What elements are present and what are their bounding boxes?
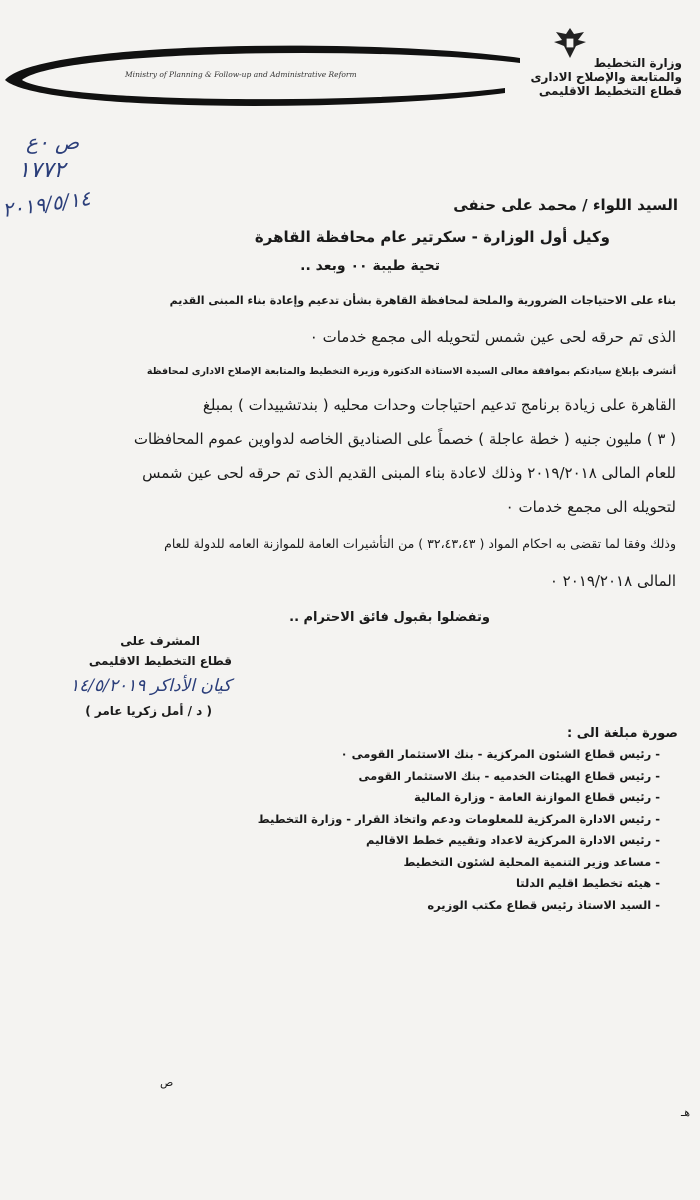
cc-item: - رئيس قطاع الموازنة العامة - وزارة المالية <box>200 787 660 809</box>
paragraph-2-line-1: القاهرة على زيادة برنامج تدعيم احتياجات وحدات محليه ( بندتشييدات ) بمبلغ <box>202 396 676 414</box>
signer-role-1: المشرف على <box>120 634 200 648</box>
paragraph-3-intro: وذلك وفقا لما تقضى به احكام المواد ( ٣٢،٤٣،٤٣ ) من التأشيرات العامة للموازنة العامه للدولة للعام <box>164 536 676 551</box>
greeting: تحية طيبة ٠٠ وبعد .. <box>300 258 440 274</box>
addressee-title: وكيل أول الوزارة - سكرتير عام محافظة القاهرة <box>254 228 610 246</box>
signature-handwritten: كيان الأداكر ١٤/٥/٢٠١٩ <box>70 676 232 696</box>
addressee-name: السيد اللواء / محمد على حنفى <box>453 196 678 214</box>
cc-item: - السيد الاستاذ رئيس قطاع مكتب الوزيره <box>200 895 660 917</box>
cc-heading: صورة مبلغة الى : <box>566 726 678 741</box>
ref-line-1: ص ٠ع <box>26 130 80 154</box>
paragraph-1-intro: بناء على الاحتياجات الضرورية والملحة لمحافظة القاهرة بشأن تدعيم وإعادة بناء المبنى القديم <box>169 294 676 307</box>
paragraph-2-intro: أتشرف بإبلاغ سيادتكم بموافقة معالى السيدة الاستاذة الدكتورة وزيرة التخطيط والمتابعة الإصلاح الادارى لمحافظة <box>146 366 676 377</box>
handwritten-reference <box>0 130 116 230</box>
ministry-line-3: قطاع التخطيط الاقليمى <box>538 84 682 98</box>
ref-line-2: ١٧٧٢ <box>18 158 66 183</box>
ministry-header <box>482 56 682 98</box>
cc-item: - هيئه تخطيط اقليم الدلتا <box>200 873 660 895</box>
footer-mark-right: هـ <box>680 1106 690 1119</box>
cc-item: - رئيس قطاع الشئون المركزية - بنك الاستثمار القومى ٠ <box>200 744 660 766</box>
ref-line-3: ٢٠١٩/٥/١٤ <box>0 185 92 223</box>
paragraph-3-cont: المالى ٢٠١٩/٢٠١٨ ٠ <box>549 572 676 590</box>
ministry-line-2: والمتابعة والإصلاح الادارى <box>530 70 682 84</box>
footer-mark-left: ص <box>160 1076 174 1089</box>
closing-line: وتفضلوا بقبول فائق الاحترام .. <box>289 610 490 625</box>
eagle-emblem-icon <box>550 26 590 60</box>
signer-role-2: قطاع التخطيط الاقليمى <box>88 654 232 668</box>
cc-list <box>200 744 660 916</box>
ministry-line-1: وزارة التخطيط <box>593 56 682 70</box>
cc-item: - رئيس الادارة المركزية لاعداد وتقييم خطط الاقاليم <box>200 830 660 852</box>
english-banner: Ministry of Planning & Follow-up and Administrative Reform <box>125 70 357 79</box>
cc-item: - رئيس قطاع الهيئات الخدميه - بنك الاستثمار القومى <box>200 766 660 788</box>
paragraph-1-cont: الذى تم حرقه لحى عين شمس لتحويله الى مجمع خدمات ٠ <box>309 328 676 346</box>
cc-item: - مساعد وزير التنمية المحلية لشئون التخطيط <box>200 852 660 874</box>
paragraph-2-line-4: لتحويله الى مجمع خدمات ٠ <box>505 498 676 516</box>
signer-name: ( د / أمل زكريا عامر ) <box>85 704 212 718</box>
paragraph-2-line-3: للعام المالى ٢٠١٩/٢٠١٨ وذلك لاعادة بناء المبنى القديم الذى تم حرقه لحى عين شمس <box>142 464 676 482</box>
paragraph-2-line-2: ( ٣ ) مليون جنيه ( خطة عاجلة ) خصماً على الصناديق الخاصه لدواوين عموم المحافظات <box>133 430 676 448</box>
cc-item: - رئيس الادارة المركزية للمعلومات ودعم واتخاذ القرار - وزارة التخطيط <box>200 809 660 831</box>
